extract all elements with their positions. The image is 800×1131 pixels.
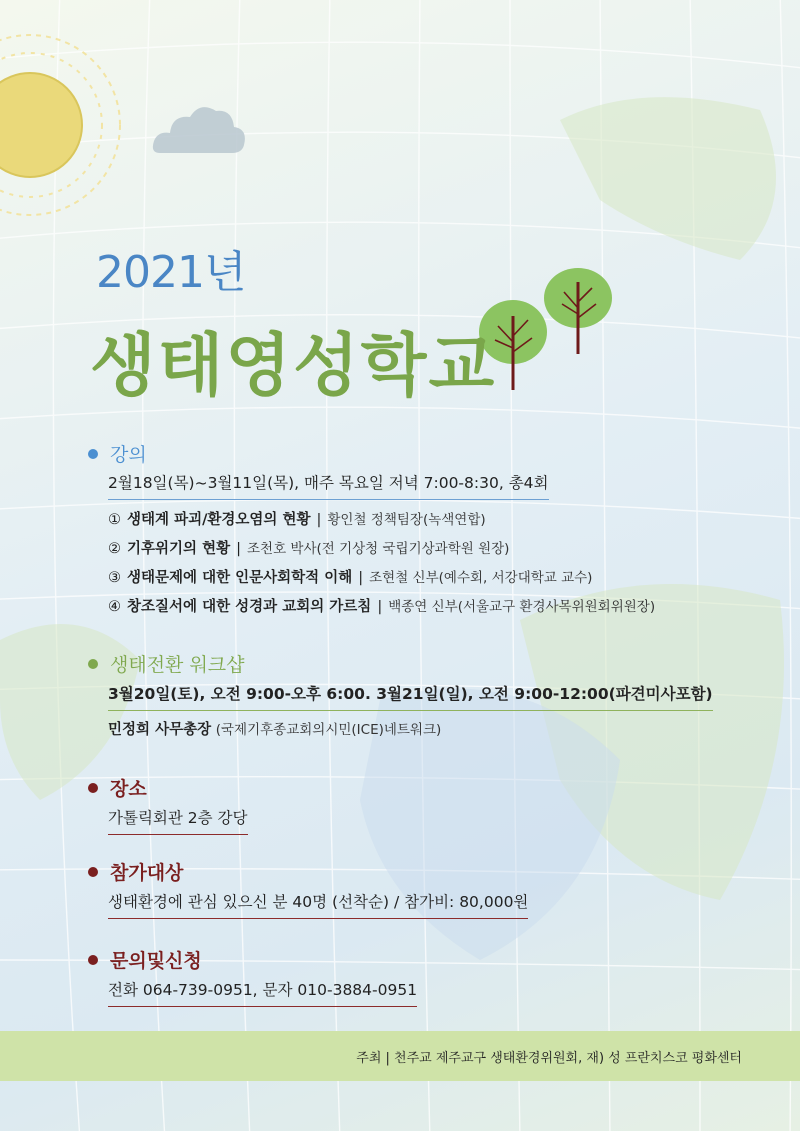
workshop-heading: 생태전환 워크샵 xyxy=(110,654,245,676)
workshop-leader xyxy=(108,718,441,739)
footer-band xyxy=(0,1031,800,1081)
target-section-heading xyxy=(88,858,183,885)
bullet-dot xyxy=(88,955,98,965)
venue-text: 가톨릭회관 2층 강당 xyxy=(108,806,248,835)
lecture-schedule: 2월18일(목)~3월11일(목), 매주 목요일 저녁 7:00-8:30, 총4회 xyxy=(108,471,549,500)
target-text: 생태환경에 관심 있으신 분 40명 (선착순) / 참가비: 80,000원 xyxy=(108,890,528,919)
bullet-dot xyxy=(88,659,98,669)
bullet-dot xyxy=(88,449,98,459)
lecture-item: ① 생태계 파괴/환경오염의 현황 | 황인철 정책팀장(녹색연합) xyxy=(108,512,486,528)
venue-section-heading xyxy=(88,774,147,801)
lecture-item: ② 기후위기의 현황 | 조천호 박사(전 기상청 국립기상과학원 원장) xyxy=(108,541,510,557)
footer-organizer: 주최 | 천주교 제주교구 생태환경위원회, 재) 성 프란치스코 평화센터 xyxy=(356,1051,742,1066)
bullet-dot xyxy=(88,783,98,793)
lecture-heading: 강의 xyxy=(110,444,147,466)
workshop-leader-org: (국제기후종교회의시민(ICE)네트워크) xyxy=(215,722,442,738)
contact-text: 전화 064-739-0951, 문자 010-3884-0951 xyxy=(108,978,417,1007)
bullet-dot xyxy=(88,867,98,877)
lecture-item: ④ 창조질서에 대한 성경과 교회의 가르침 | 백종연 신부(서울교구 환경사목위원회위원장) xyxy=(108,599,656,615)
workshop-schedule: 3월20일(토), 오전 9:00-오후 6:00. 3월21일(일), 오전 9:00-12:00(파견미사포함) xyxy=(108,682,713,711)
poster-year: 2021년 xyxy=(96,247,246,298)
lecture-section-heading xyxy=(88,440,147,467)
contact-section-heading xyxy=(88,946,202,973)
target-heading: 참가대상 xyxy=(110,862,184,884)
lecture-item: ③ 생태문제에 대한 인문사회학적 이해 | 조현철 신부(예수회, 서강대학교 교수) xyxy=(108,570,593,586)
venue-heading: 장소 xyxy=(110,778,147,800)
contact-heading: 문의및신청 xyxy=(110,950,202,972)
poster-title: 생태영성학교 xyxy=(90,327,497,406)
workshop-leader-name: 민정희 사무총장 xyxy=(108,722,212,738)
workshop-section-heading xyxy=(88,650,245,677)
